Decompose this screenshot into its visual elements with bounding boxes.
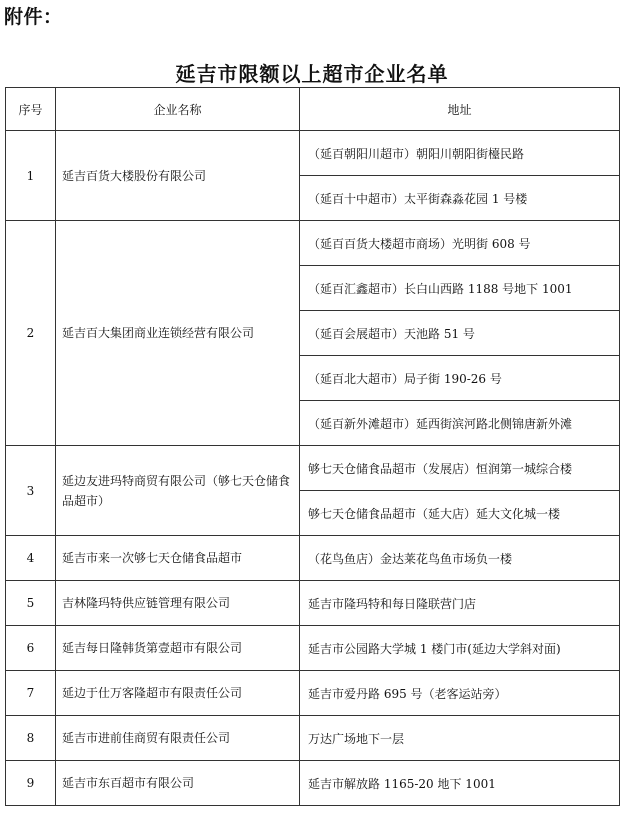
table-row xyxy=(6,581,620,626)
address-cell: （延百北大超市）局子街 190-26 号 xyxy=(300,356,620,401)
row-no: 2 xyxy=(6,221,56,446)
company-name: 延边友进玛特商贸有限公司（够七天仓储食品超市） xyxy=(56,446,300,536)
table-row xyxy=(6,221,620,266)
address-cell: 延吉市隆玛特和每日隆联营门店 xyxy=(300,581,620,626)
company-name: 延吉市进前佳商贸有限责任公司 xyxy=(56,716,300,761)
table-row xyxy=(6,716,620,761)
header-name: 企业名称 xyxy=(56,88,300,131)
address-cell: 延吉市公园路大学城 1 楼门市(延边大学斜对面) xyxy=(300,626,620,671)
company-name: 延吉百大集团商业连锁经营有限公司 xyxy=(56,221,300,446)
address-cell: （延百朝阳川超市）朝阳川朝阳街檯民路 xyxy=(300,131,620,176)
row-no: 9 xyxy=(6,761,56,806)
table-row xyxy=(6,626,620,671)
table-row xyxy=(6,536,620,581)
row-no: 5 xyxy=(6,581,56,626)
table-row xyxy=(6,131,620,176)
header-address: 地址 xyxy=(300,88,620,131)
address-cell: 够七天仓储食品超市（发展店）恒润第一城综合楼 xyxy=(300,446,620,491)
attachment-label: 附件： xyxy=(4,6,63,28)
table-row xyxy=(6,761,620,806)
company-name: 延吉市东百超市有限公司 xyxy=(56,761,300,806)
address-cell: （延百汇鑫超市）长白山西路 1188 号地下 1001 xyxy=(300,266,620,311)
address-cell: 延吉市解放路 1165-20 地下 1001 xyxy=(300,761,620,806)
header-no: 序号 xyxy=(6,88,56,131)
company-name: 吉林隆玛特供应链管理有限公司 xyxy=(56,581,300,626)
address-cell: 万达广场地下一层 xyxy=(300,716,620,761)
table-row xyxy=(6,671,620,716)
supermarket-table xyxy=(5,87,620,806)
address-cell: （延百新外滩超市）延西街滨河路北侧锦唐新外滩 xyxy=(300,401,620,446)
address-cell: 够七天仓储食品超市（延大店）延大文化城一楼 xyxy=(300,491,620,536)
row-no: 8 xyxy=(6,716,56,761)
address-cell: （延百十中超市）太平街森淼花园 1 号楼 xyxy=(300,176,620,221)
company-name: 延吉百货大楼股份有限公司 xyxy=(56,131,300,221)
address-cell: （延百百货大楼超市商场）光明街 608 号 xyxy=(300,221,620,266)
address-cell: （延百会展超市）天池路 51 号 xyxy=(300,311,620,356)
company-name: 延吉市来一次够七天仓储食品超市 xyxy=(56,536,300,581)
header-row xyxy=(6,88,620,131)
row-no: 6 xyxy=(6,626,56,671)
row-no: 7 xyxy=(6,671,56,716)
row-no: 4 xyxy=(6,536,56,581)
address-cell: 延吉市爱丹路 695 号（老客运站旁） xyxy=(300,671,620,716)
company-name: 延吉每日隆韩货第壹超市有限公司 xyxy=(56,626,300,671)
company-name: 延边于仕万客隆超市有限责任公司 xyxy=(56,671,300,716)
table-row xyxy=(6,446,620,491)
row-no: 1 xyxy=(6,131,56,221)
page-title: 延吉市限额以上超市企业名单 xyxy=(175,62,449,86)
row-no: 3 xyxy=(6,446,56,536)
address-cell: （花鸟鱼店）金达莱花鸟鱼市场负一楼 xyxy=(300,536,620,581)
